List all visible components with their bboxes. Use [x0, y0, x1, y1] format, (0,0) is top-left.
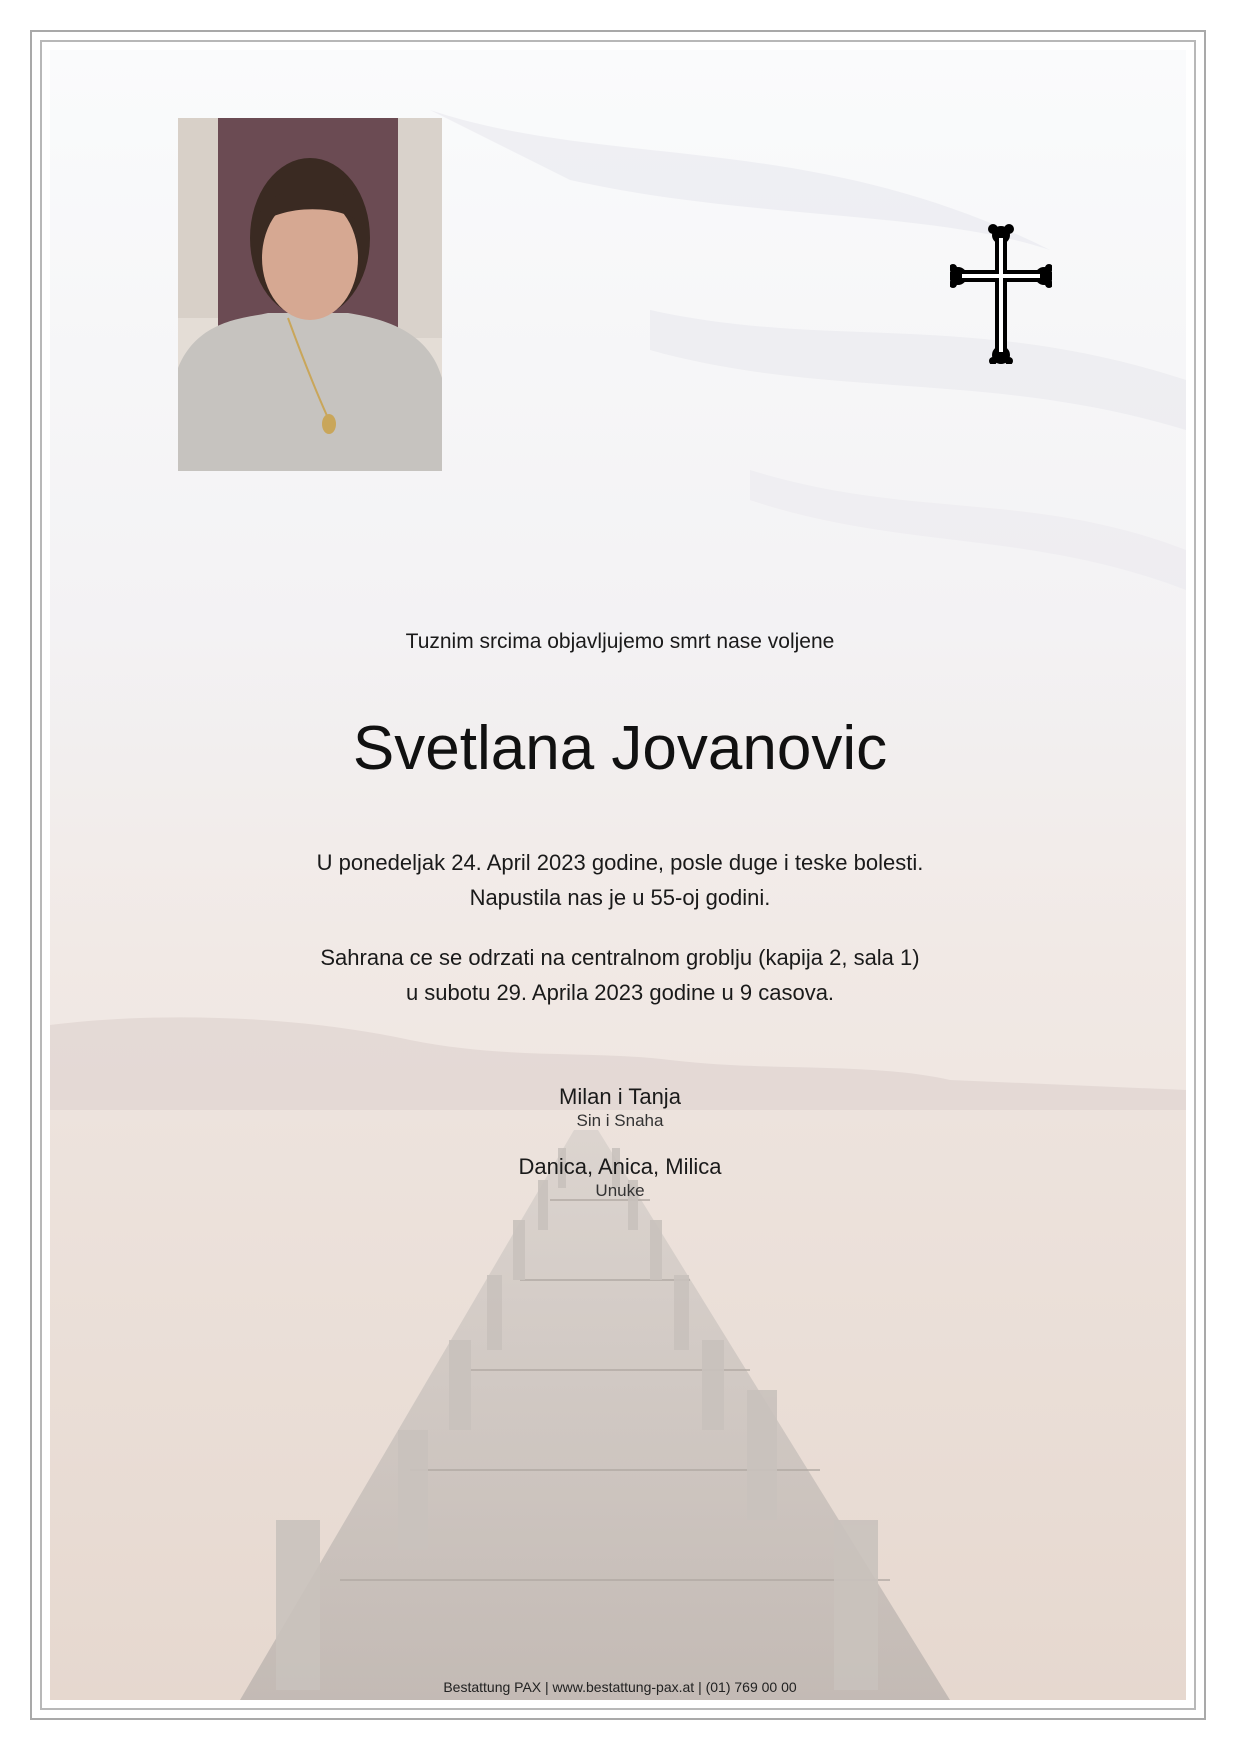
orthodox-cross-icon	[950, 224, 1052, 369]
mourner-names: Danica, Anica, Milica	[518, 1154, 722, 1179]
mourner-relation: Unuke	[595, 1181, 645, 1200]
death-info-line1: U ponedeljak 24. April 2023 godine, posle duge i teske bolesti.	[316, 850, 924, 875]
mourner-relation: Sin i Snaha	[576, 1111, 664, 1130]
portrait-image	[178, 118, 442, 471]
intro-text: Tuznim srcima objavljujemo smrt nase voljene	[405, 630, 835, 653]
footer-text: Bestattung PAX | www.bestattung-pax.at | (01) 769 00 00	[443, 1679, 797, 1695]
deceased-name: Svetlana Jovanovic	[352, 714, 888, 783]
death-info-line2: Napustila nas je u 55-oj godini.	[469, 885, 771, 910]
mourner-names: Milan i Tanja	[559, 1084, 681, 1109]
funeral-info-line2: u subotu 29. Aprila 2023 godine u 9 casova.	[405, 980, 835, 1005]
funeral-info	[0, 940, 1240, 1010]
death-info	[0, 845, 1240, 915]
funeral-info-line1: Sahrana ce se odrzati na centralnom groblju (kapija 2, sala 1)	[320, 945, 920, 970]
portrait-photo	[178, 118, 442, 471]
